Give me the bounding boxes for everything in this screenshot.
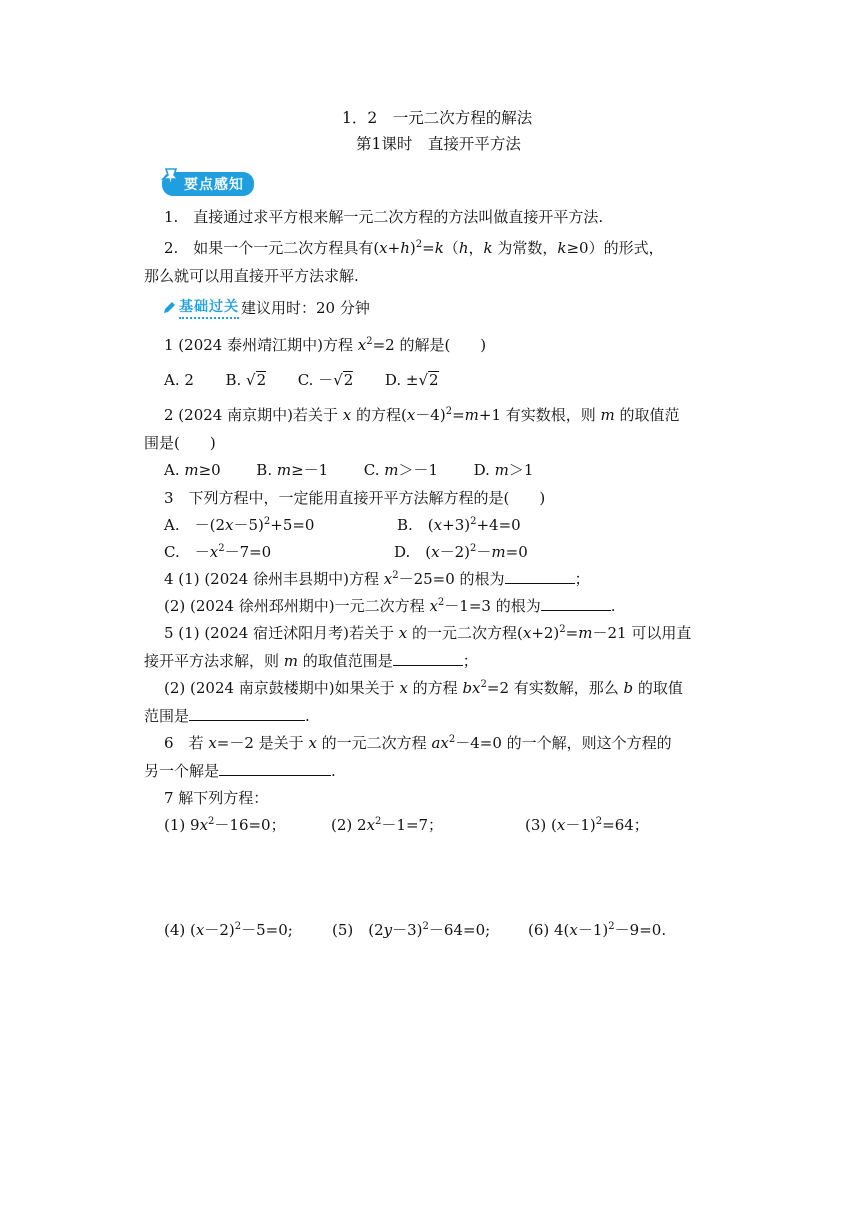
- q6-stem-cont: 另一个解是 .: [144, 762, 336, 780]
- q2-options: [164, 460, 533, 480]
- q3-option-b: B. $(x+3)^2+4=0$: [397, 516, 521, 534]
- key-point-1: 1. 直接通过求平方根来解一元二次方程的方法叫做直接开平方法.: [164, 208, 604, 226]
- basics-badge: [162, 296, 370, 319]
- q7-equation-5: (5) $(2y-3)^2-64=0$;: [332, 921, 491, 939]
- q4-part-1: 4 (1) (2024 徐州丰县期中)方程 $x^2-25=0$ 的根为 ；: [164, 570, 590, 588]
- q6-answer-blank[interactable]: [219, 761, 331, 776]
- q1-option-b: B. √2: [225, 371, 267, 389]
- q5-part-1: 5 (1) (2024 宿迁沭阳月考)若关于 x 的一元二次方程$(x+2)^2=m-21$ 可以用直: [164, 624, 692, 642]
- q7-equation-6: (6) $4(x-1)^2-9=0$.: [528, 921, 667, 939]
- q4-part-2-answer-blank[interactable]: [541, 596, 611, 611]
- q1-option-d: D. ±√2: [384, 371, 439, 389]
- q2-option-a: A. m≥0: [164, 461, 221, 479]
- lesson-title: 第1课时 直接开平方法: [356, 135, 521, 153]
- q1-option-a: A. 2: [164, 371, 194, 389]
- q5-part-2-answer-blank[interactable]: [189, 706, 305, 721]
- key-points-label: 要点感知: [162, 172, 254, 196]
- q5-part-1-answer-blank[interactable]: [393, 651, 463, 666]
- q7-equation-2: (2) $2x^2-1=7$；: [331, 816, 444, 834]
- key-point-2-cont: 那么就可以用直接开平方法求解.: [144, 267, 359, 285]
- q7-equation-3: (3) $(x-1)^2=64$；: [525, 816, 649, 834]
- q4-part-1-answer-blank[interactable]: [505, 569, 575, 584]
- q2-option-c: C. m＞－1: [363, 461, 439, 479]
- q2-stem: 2 (2024 南京期中)若关于 x 的方程$(x-4)^2=m+1$ 有实数根，则 m 的取值范: [164, 406, 680, 424]
- q7-equation-1: (1) $9x^2-16=0$；: [164, 816, 286, 834]
- q5-part-1-cont: 接开平方法求解，则 m 的取值范围是 ；: [144, 652, 478, 670]
- q5-part-2-cont: 范围是 .: [144, 707, 310, 725]
- q3-stem: 3 下列方程中，一定能用直接开平方法解方程的是( ): [164, 489, 546, 507]
- pencil-icon: [162, 301, 176, 315]
- q1-stem: 1 (2024 泰州靖江期中)方程 $x^2=2$ 的解是( ): [164, 336, 487, 354]
- q3-option-c: C. $-x^2-7=0$: [164, 543, 272, 561]
- pushpin-icon: [160, 166, 184, 190]
- q7-stem: 7 解下列方程：: [164, 789, 269, 807]
- q4-part-2: (2) (2024 徐州邳州期中)一元二次方程 $x^2-1=3$ 的根为 .: [164, 597, 616, 615]
- q2-option-b: B. m≥－1: [256, 461, 329, 479]
- q7-equation-4: (4) $(x-2)^2-5=0$;: [164, 921, 293, 939]
- section-title: 1．2 一元二次方程的解法: [342, 109, 533, 127]
- q6-stem: 6 若 x=－2 是关于 x 的一元二次方程 $ax^2-4=0$ 的一个解，则这个方程的: [164, 734, 672, 752]
- key-point-2: 2. 如果一个一元二次方程具有$(x+h)^2=k(h$，k 为常数，k≥0）的形式，: [164, 239, 664, 257]
- q2-stem-cont: 围是( ): [144, 434, 216, 452]
- time-hint: 建议用时：20 分钟: [241, 298, 370, 317]
- q3-option-d: D. $(x-2)^2-m=0$: [394, 543, 528, 561]
- q3-option-a: A. $-(2x-5)^2+5=0$: [164, 516, 315, 534]
- q2-option-d: D. m＞1: [473, 461, 534, 479]
- q1-option-c: C. －√2: [297, 371, 354, 389]
- q5-part-2: (2) (2024 南京鼓楼期中)如果关于 x 的方程 $bx^2=2$ 有实数解，那么 b 的取值: [164, 679, 683, 697]
- q1-options: [164, 370, 439, 390]
- key-points-badge: [162, 172, 254, 196]
- basics-label: 基础过关: [179, 296, 239, 319]
